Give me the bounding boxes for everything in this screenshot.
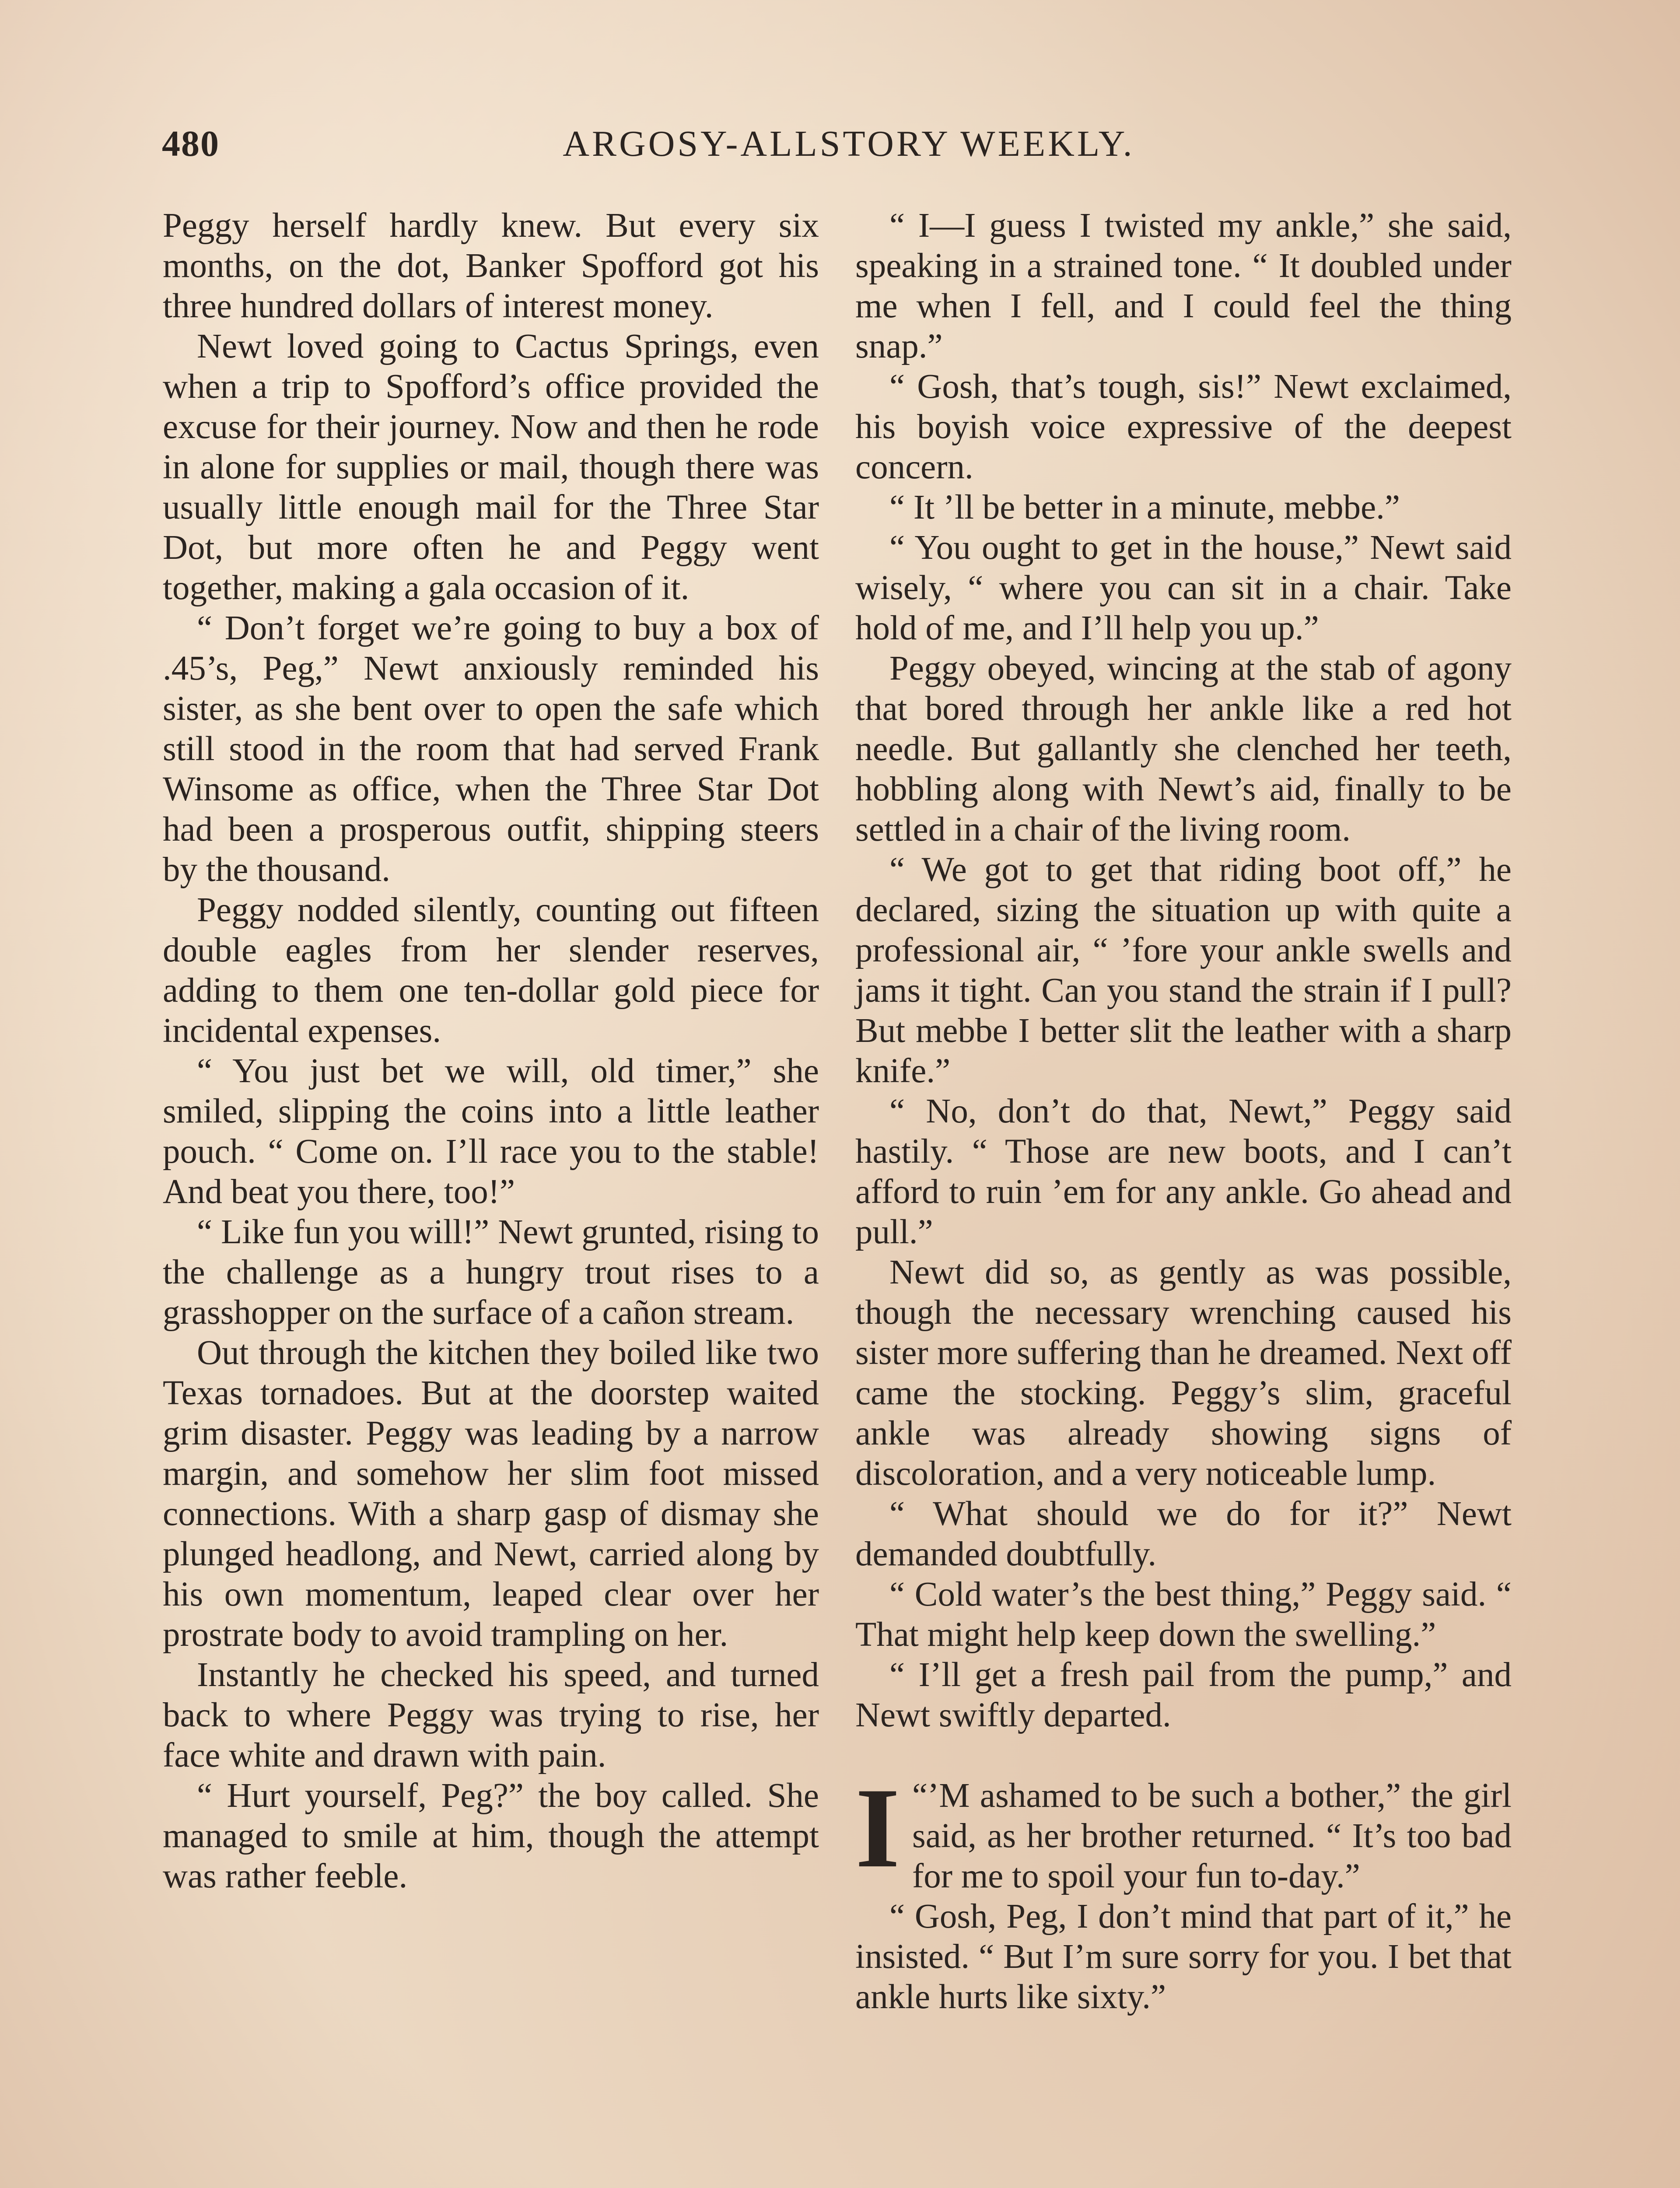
drop-cap: I	[855, 1764, 900, 1891]
paragraph: “ Gosh, Peg, I don’t mind that part of it,” he insisted. “ But I’m sure sorry for you. I bet that ankle hurts like sixty.”	[855, 1897, 1512, 2016]
paragraph: “ No, don’t do that, Newt,” Peggy said hastily. “ Those are new boots, and I can’t afford to ruin ’em for any ankle. Go ahead and pull.”	[855, 1092, 1512, 1251]
running-head: ARGOSY-ALLSTORY WEEKLY.	[563, 123, 1135, 164]
paragraph: “ Don’t forget we’re going to buy a box of .45’s, Peg,” Newt anxiously reminded his sister, as she bent over to open the safe which still stood in the room that had served Frank Winsome as office, when the Three Star Dot had been a prosperous outfit, shipping steers by the thousand.	[163, 609, 819, 889]
paragraph: Newt did so, as gently as was possible, though the necessary wrenching caused his sister more suffering than he dreamed. Next off came the stocking. Peggy’s slim, graceful ankle was already showing signs of discoloration, and a very noticeable lump.	[855, 1253, 1512, 1493]
page-header	[162, 123, 1536, 175]
paragraph: Out through the kitchen they boiled like two Texas tornadoes. But at the doorstep waited grim disaster. Peggy was leading by a narrow margin, and somehow her slim foot missed connections. With a sharp gasp of dismay she plunged headlong, and Newt, carried along by his own momentum, leaped clear over her prostrate body to avoid trampling on her.	[163, 1334, 819, 1654]
page-number: 480	[162, 123, 220, 164]
paragraph: “ You just bet we will, old timer,” she smiled, slipping the coins into a little leather pouch. “ Come on. I’ll race you to the stable! And beat you there, too!”	[163, 1052, 819, 1211]
paragraph: Peggy herself hardly knew. But every six months, on the dot, Banker Spofford got his three hundred dollars of interest money.	[163, 207, 819, 325]
paragraph: “ Hurt yourself, Peg?” the boy called. She managed to smile at him, though the attempt was rather feeble.	[163, 1777, 819, 1895]
paragraph: “ I—I guess I twisted my ankle,” she said, speaking in a strained tone. “ It doubled under me when I fell, and I could feel the thing snap.”	[855, 207, 1512, 365]
section-break-paragraph	[855, 1764, 1512, 1897]
paragraph: “ What should we do for it?” Newt demanded doubtfully.	[855, 1495, 1512, 1573]
paragraph: “ Like fun you will!” Newt grunted, rising to the challenge as a hungry trout rises to a grasshopper on the surface of a cañon stream.	[163, 1213, 819, 1332]
paragraph: Instantly he checked his speed, and turned back to where Peggy was trying to rise, her face white and drawn with pain.	[163, 1656, 819, 1774]
paragraph: “ Cold water’s the best thing,” Peggy said. “ That might help keep down the swelling.”	[855, 1575, 1512, 1654]
paragraph: Peggy nodded silently, counting out fifteen double eagles from her slender reserves, adding to them one ten-dollar gold piece for incidental expenses.	[163, 891, 819, 1050]
paragraph: “ It ’ll be better in a minute, mebbe.”	[889, 488, 1400, 526]
section-break-text: ’M ashamed to be such a bother,” the girl said, as her brother returned. “ It’s too bad for me to spoil your fun to-day.”	[912, 1777, 1512, 1895]
paragraph: Peggy obeyed, wincing at the stab of agony that bored through her ankle like a red hot needle. But gallantly she clenched her teeth, hobbling along with Newt’s aid, finally to be settled in a chair of the living room.	[855, 649, 1512, 849]
right-column	[855, 206, 1512, 2017]
paragraph: Newt loved going to Cactus Springs, even when a trip to Spofford’s office provided the excuse for their journey. Now and then he rode in alone for supplies or mail, though there was usually little enough mail for the Three Star Dot, but more often he and Peggy went together, making a gala occasion of it.	[163, 327, 819, 607]
left-column	[163, 206, 819, 1897]
paragraph: “ You ought to get in the house,” Newt said wisely, “ where you can sit in a chair. Take hold of me, and I’ll help you up.”	[855, 529, 1512, 647]
paragraph: “ We got to get that riding boot off,” he declared, sizing the situation up with quite a professional air, “ ’fore your ankle swells and jams it tight. Can you stand the strain if I pull? But mebbe I better slit the leather with a sharp knife.”	[855, 851, 1512, 1090]
paragraph: “ I’ll get a fresh pail from the pump,” and Newt swiftly departed.	[855, 1656, 1512, 1734]
open-quote: “	[912, 1777, 928, 1815]
paragraph: “ Gosh, that’s tough, sis!” Newt exclaimed, his boyish voice expressive of the deepest concern.	[855, 368, 1512, 486]
